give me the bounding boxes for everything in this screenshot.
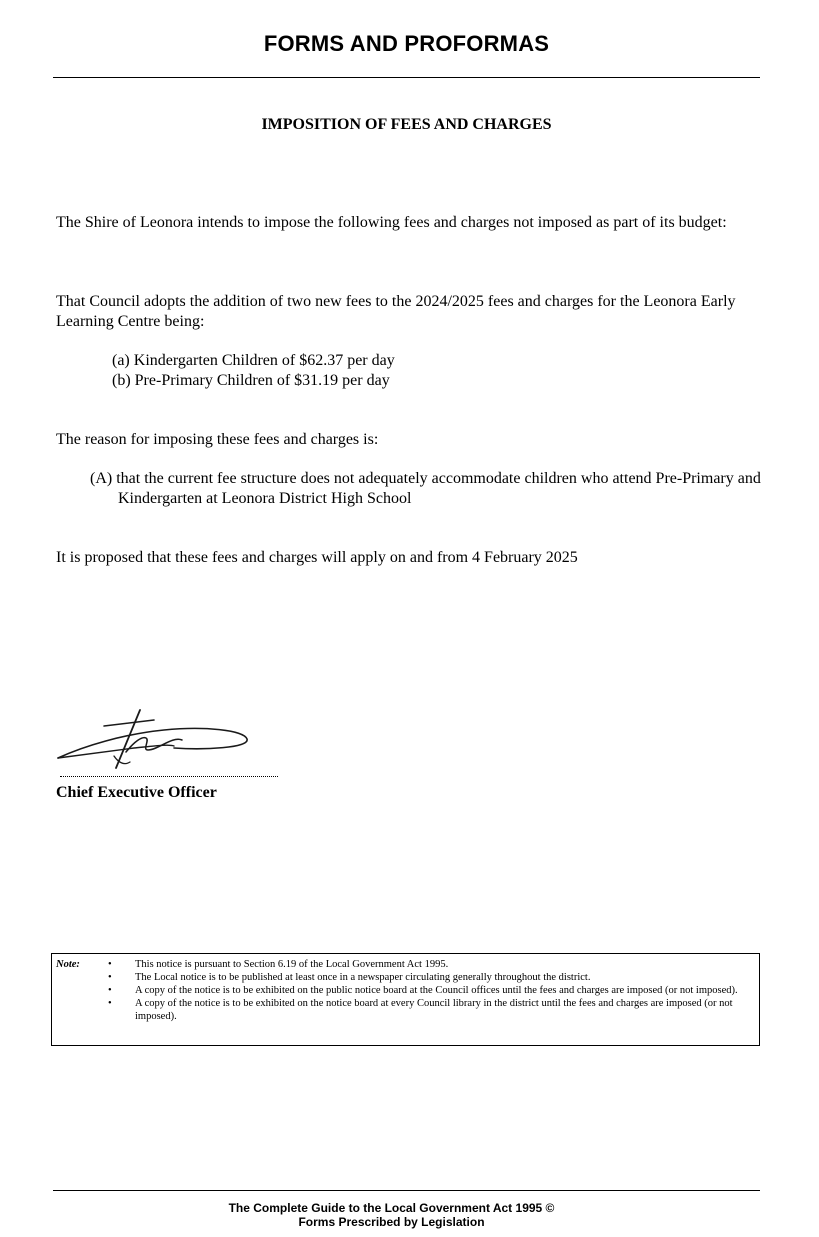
apply-date-paragraph: It is proposed that these fees and charges will apply on and from 4 February 2025 (56, 549, 578, 566)
intent-paragraph: The Shire of Leonora intends to impose the following fees and charges not imposed as part of its budget: (56, 214, 727, 231)
fee-item-kindergarten: (a) Kindergarten Children of $62.37 per day (112, 352, 395, 369)
adopt-paragraph: That Council adopts the addition of two new fees to the 2024/2025 fees and charges for the Leonora Early Learning Centre being: (56, 293, 736, 330)
note-label: Note: (56, 959, 80, 970)
signatory-title: Chief Executive Officer (56, 784, 217, 801)
footer-guide-title: The Complete Guide to the Local Government Act 1995 © (228, 1201, 555, 1215)
note-item: • This notice is pursuant to Section 6.19 of the Local Government Act 1995. (108, 959, 449, 970)
fee-item-pre-primary: (b) Pre-Primary Children of $31.19 per day (112, 372, 390, 389)
fee-list (112, 351, 395, 391)
note-list (108, 958, 748, 1023)
notice-title: IMPOSITION OF FEES AND CHARGES (261, 116, 552, 133)
note-item: • A copy of the notice is to be exhibited on the notice board at every Council library in the district until the fees and charges are imposed (or not imposed). (108, 998, 733, 1022)
note-box (51, 953, 760, 1046)
bullet-icon: • (108, 998, 112, 1009)
footer-divider (53, 1190, 760, 1191)
bullet-icon: • (108, 959, 112, 970)
header-divider (53, 77, 760, 78)
signature-line (60, 776, 278, 777)
reason-item: (A) that the current fee structure does not adequately accommodate children who attend Pre-Primary and Kindergarten at Leonora District High School (90, 470, 761, 507)
bullet-icon: • (108, 972, 112, 983)
signature-image (54, 706, 254, 776)
reason-lead: The reason for imposing these fees and charges is: (56, 431, 379, 448)
note-item: • The Local notice is to be published at least once in a newspaper circulating generally throughout the district. (108, 972, 591, 983)
footer-subtitle: Forms Prescribed by Legislation (298, 1215, 485, 1229)
bullet-icon: • (108, 985, 112, 996)
page-title: FORMS AND PROFORMAS (263, 31, 550, 56)
note-item: • A copy of the notice is to be exhibited on the public notice board at the Council offices until the fees and charges are imposed (or not imposed). (108, 985, 738, 996)
